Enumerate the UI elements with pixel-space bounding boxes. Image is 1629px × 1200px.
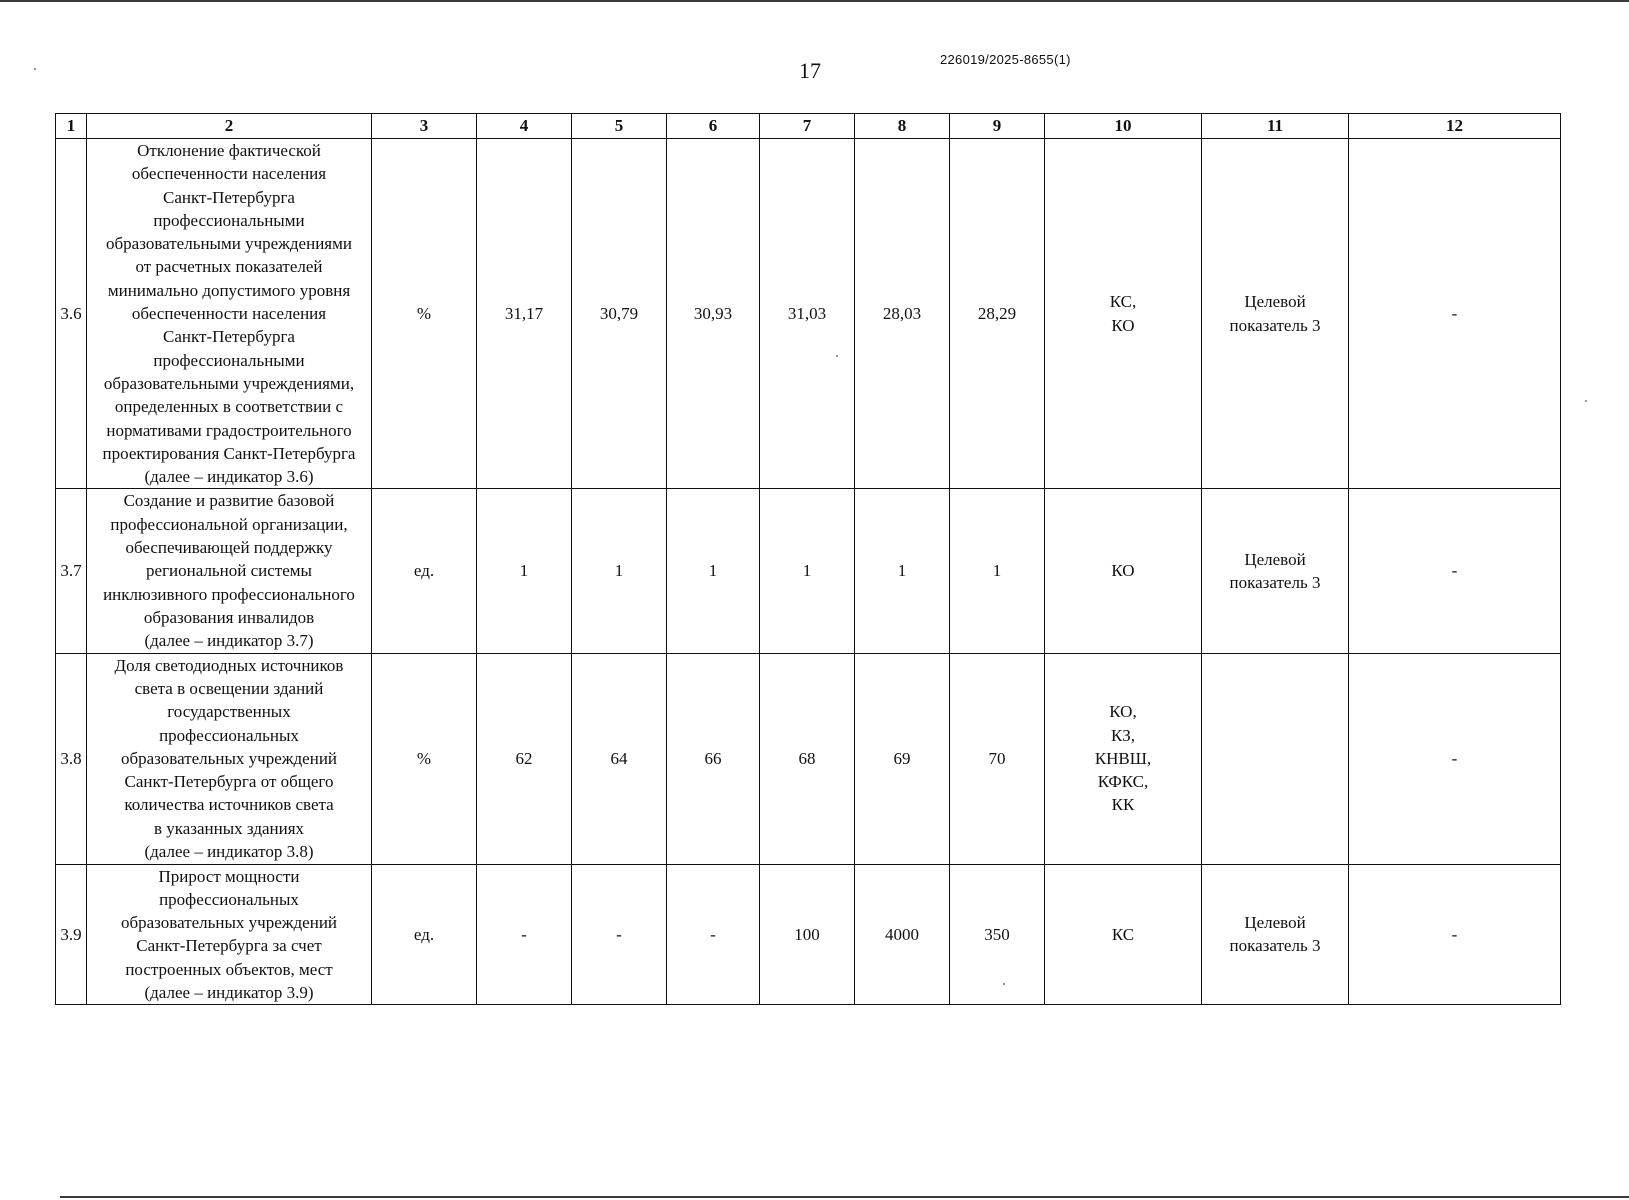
unit-cell: ед. — [372, 864, 477, 1005]
value-cell: 1 — [572, 489, 667, 653]
responsible-cell: КО — [1045, 489, 1202, 653]
value-cell: - — [477, 864, 572, 1005]
value-cell: 31,03 — [760, 139, 855, 489]
row-number: 3.8 — [56, 653, 87, 864]
column-header: 12 — [1349, 114, 1561, 139]
indicator-description: Доля светодиодных источников света в освещении зданий государственных профессиональных образовательных учреждений Санкт-Петербурга от общего количества источников света в указанных зданиях (далее – индикатор 3.8) — [87, 653, 372, 864]
value-cell: 70 — [950, 653, 1045, 864]
value-cell: 1 — [855, 489, 950, 653]
indicator-description: Создание и развитие базовой профессиональной организации, обеспечивающей поддержку региональной системы инклюзивного профессионального образования инвалидов (далее – индикатор 3.7) — [87, 489, 372, 653]
scan-speck — [1003, 983, 1005, 985]
column-header: 2 — [87, 114, 372, 139]
value-cell: 31,17 — [477, 139, 572, 489]
value-cell: 100 — [760, 864, 855, 1005]
indicators-table — [55, 113, 1561, 1005]
responsible-cell: КС — [1045, 864, 1202, 1005]
scan-speck — [836, 355, 838, 357]
column-header: 10 — [1045, 114, 1202, 139]
column-header: 4 — [477, 114, 572, 139]
value-cell: 62 — [477, 653, 572, 864]
value-cell: 350 — [950, 864, 1045, 1005]
indicator-description: Прирост мощности профессиональных образовательных учреждений Санкт-Петербурга за счет построенных объектов, мест (далее – индикатор 3.9) — [87, 864, 372, 1005]
scan-edge-top — [0, 0, 1629, 2]
value-cell: 1 — [667, 489, 760, 653]
unit-cell: % — [372, 653, 477, 864]
value-cell: 66 — [667, 653, 760, 864]
column-header: 8 — [855, 114, 950, 139]
page-number: 17 — [799, 58, 821, 83]
header-row — [56, 114, 1561, 139]
target-indicator-cell: Целевой показатель 3 — [1202, 489, 1349, 653]
value-cell: 28,03 — [855, 139, 950, 489]
column-header: 7 — [760, 114, 855, 139]
value-cell: 1 — [950, 489, 1045, 653]
value-cell: 1 — [760, 489, 855, 653]
row-number: 3.9 — [56, 864, 87, 1005]
note-cell: - — [1349, 864, 1561, 1005]
note-cell: - — [1349, 653, 1561, 864]
value-cell: 4000 — [855, 864, 950, 1005]
unit-cell: ед. — [372, 489, 477, 653]
value-cell: - — [667, 864, 760, 1005]
column-header: 6 — [667, 114, 760, 139]
value-cell: 30,79 — [572, 139, 667, 489]
note-cell: - — [1349, 489, 1561, 653]
value-cell: - — [572, 864, 667, 1005]
row-number: 3.6 — [56, 139, 87, 489]
column-header: 1 — [56, 114, 87, 139]
document-id: 226019/2025-8655(1) — [940, 52, 1071, 67]
value-cell: 28,29 — [950, 139, 1045, 489]
column-header: 5 — [572, 114, 667, 139]
responsible-cell: КО, КЗ, КНВШ, КФКС, КК — [1045, 653, 1202, 864]
target-indicator-cell: Целевой показатель 3 — [1202, 864, 1349, 1005]
indicator-description: Отклонение фактической обеспеченности населения Санкт-Петербурга профессиональными образовательными учреждениями от расчетных показателей минимально допустимого уровня обеспеченности населения Санкт-Петербурга профессиональными образовательными учреждениями, определенных в соответствии с нормативами градостроительного проектирования Санкт-Петербурга (далее – индикатор 3.6) — [87, 139, 372, 489]
value-cell: 68 — [760, 653, 855, 864]
value-cell: 1 — [477, 489, 572, 653]
scan-edge-bottom — [60, 1196, 1629, 1198]
value-cell: 69 — [855, 653, 950, 864]
table-row — [56, 489, 1561, 653]
target-indicator-cell — [1202, 653, 1349, 864]
column-header: 3 — [372, 114, 477, 139]
value-cell: 30,93 — [667, 139, 760, 489]
column-header: 9 — [950, 114, 1045, 139]
scan-speck — [1585, 400, 1587, 402]
responsible-cell: КС, КО — [1045, 139, 1202, 489]
value-cell: 64 — [572, 653, 667, 864]
table-row — [56, 653, 1561, 864]
unit-cell: % — [372, 139, 477, 489]
column-header: 11 — [1202, 114, 1349, 139]
note-cell: - — [1349, 139, 1561, 489]
table-row — [56, 864, 1561, 1005]
target-indicator-cell: Целевой показатель 3 — [1202, 139, 1349, 489]
row-number: 3.7 — [56, 489, 87, 653]
scan-speck — [34, 68, 36, 70]
table-row — [56, 139, 1561, 489]
